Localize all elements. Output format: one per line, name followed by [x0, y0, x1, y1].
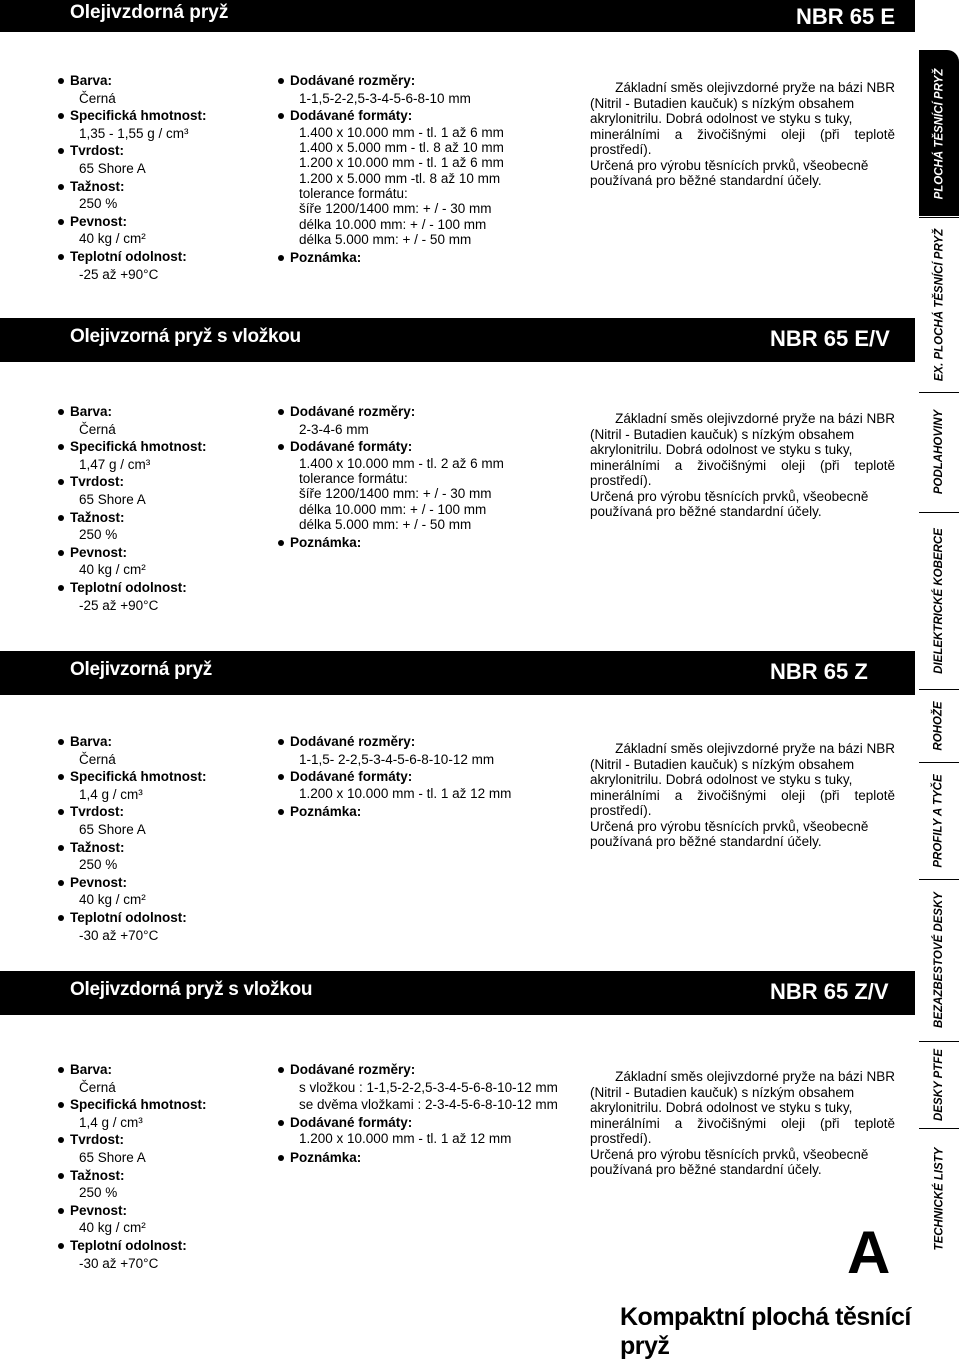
- dims-value: 1-1,5- 2-2,5-3-4-5-6-8-10-12 mm: [299, 751, 495, 767]
- property-value: 1,4 g / cm³: [79, 786, 143, 802]
- dims-label: Dodávané rozměry:: [290, 403, 504, 421]
- description-line: minerálními a živočišnými oleji (při teplotě prostředí).: [590, 126, 895, 157]
- description-line: akrylonitrilu. Dobrá odolnost ve styku s tuky,: [590, 442, 853, 457]
- property-label: Tvrdost:: [70, 142, 207, 160]
- description-line: používaná pro běžné standardní účely.: [590, 834, 822, 849]
- description-line: používaná pro běžné standardní účely.: [590, 1162, 822, 1177]
- description-line: Základní směs olejivzdorné pryže na bázi NBR: [615, 411, 895, 426]
- dimensions-list: [290, 72, 504, 267]
- format-value: délka 10.000 mm: + / - 100 mm: [299, 216, 487, 232]
- sidebar-tab-dielektricke[interactable]: DIELEKTRICKÉ KOBERCE: [919, 512, 959, 688]
- note-label: Poznámka:: [290, 534, 504, 552]
- section-code: NBR 65 Z/V: [770, 979, 889, 1004]
- dimensions-list: [290, 1061, 558, 1166]
- section-letter: A: [847, 1219, 891, 1286]
- property-value: 40 kg / cm²: [79, 562, 146, 578]
- property-value: -30 až +70°C: [79, 1255, 159, 1271]
- property-value: 65 Shore A: [79, 160, 146, 176]
- description-line: Základní směs olejivzdorné pryže na bázi NBR: [615, 741, 895, 756]
- property-label: Barva:: [70, 733, 207, 751]
- format-value: tolerance formátu:: [299, 471, 408, 487]
- property-label: Tvrdost:: [70, 473, 207, 491]
- format-value: šíře 1200/1400 mm: + / - 30 mm: [299, 201, 492, 217]
- format-value: 1.400 x 10.000 mm - tl. 1 až 6 mm: [299, 124, 504, 140]
- description-line: Základní směs olejivzdorné pryže na bázi NBR: [615, 1069, 895, 1084]
- dims-value: 1-1,5-2-2,5-3-4-5-6-8-10 mm: [299, 90, 471, 106]
- property-label: Pevnost:: [70, 544, 207, 562]
- property-value: 1,47 g / cm³: [79, 456, 151, 472]
- description-line: Určená pro výrobu těsnících prvků, všeobecně: [590, 488, 869, 504]
- property-label: Tažnost:: [70, 178, 207, 196]
- property-label: Specifická hmotnost:: [70, 1097, 207, 1113]
- dims-label: Dodávané rozměry:: [290, 72, 504, 90]
- description-line: (Nitril - Butadien kaučuk) s nízkým obsahem: [590, 95, 855, 111]
- format-value: 1.200 x 10.000 mm - tl. 1 až 12 mm: [299, 785, 512, 801]
- description: [590, 80, 895, 189]
- format-value: tolerance formátu:: [299, 185, 408, 201]
- description-line: akrylonitrilu. Dobrá odolnost ve styku s tuky,: [590, 1100, 853, 1115]
- format-value: 1.400 x 5.000 mm - tl. 8 až 10 mm: [299, 140, 504, 156]
- description-line: Určená pro výrobu těsnících prvků, všeobecně: [590, 818, 869, 834]
- section-code: NBR 65 E/V: [770, 326, 890, 351]
- note-label: Poznámka:: [290, 1149, 558, 1167]
- property-value: -25 až +90°C: [79, 597, 159, 613]
- properties-list: [70, 1061, 207, 1272]
- properties-list: [70, 403, 207, 614]
- property-label: Pevnost:: [70, 1202, 207, 1220]
- property-value: 65 Shore A: [79, 821, 146, 837]
- section-band: [0, 318, 915, 362]
- property-value: 250 %: [79, 857, 118, 873]
- description-line: (Nitril - Butadien kaučuk) s nízkým obsahem: [590, 1084, 855, 1100]
- section-name: Olejivzorná pryž: [70, 659, 212, 680]
- property-value: 250 %: [79, 527, 118, 543]
- property-label: Pevnost:: [70, 874, 207, 892]
- property-label: Tažnost:: [70, 1167, 207, 1185]
- property-value: 250 %: [79, 196, 118, 212]
- description-line: minerálními a živočišnými oleji (při teplotě prostředí).: [590, 1115, 895, 1146]
- property-value: 40 kg / cm²: [79, 892, 146, 908]
- sidebar-tab-bezazbestove[interactable]: BEZAZBESTOVÉ DESKY: [919, 879, 959, 1040]
- section-code: NBR 65 Z: [770, 659, 868, 684]
- property-value: -30 až +70°C: [79, 927, 159, 943]
- format-value: 1.400 x 10.000 mm - tl. 2 až 6 mm: [299, 455, 504, 471]
- section-band: [0, 971, 915, 1015]
- formats-label: Dodávané formáty:: [290, 107, 504, 125]
- dims-value: se dvěma vložkami : 2-3-4-5-6-8-10-12 mm: [299, 1097, 558, 1113]
- format-value: délka 5.000 mm: + / - 50 mm: [299, 516, 472, 532]
- product-name: Olejivzdorná pryž: [70, 2, 229, 23]
- property-label: Teplotní odolnost:: [70, 579, 207, 597]
- description-line: (Nitril - Butadien kaučuk) s nízkým obsahem: [590, 426, 855, 442]
- dims-value: s vložkou : 1-1,5-2-2,5-3-4-5-6-8-10-12 mm: [299, 1079, 558, 1095]
- formats-label: Dodávané formáty:: [290, 768, 511, 786]
- note-label: Poznámka:: [290, 249, 504, 267]
- format-value: 1.200 x 5.000 mm -tl. 8 až 10 mm: [299, 170, 501, 186]
- property-label: Tvrdost:: [70, 803, 207, 821]
- description: [590, 411, 895, 520]
- property-value: 65 Shore A: [79, 491, 146, 507]
- sidebar-tab-ex-plocha[interactable]: EX. PLOCHÁ TĚSNÍCÍ PRYŽ: [919, 217, 959, 391]
- description-line: akrylonitrilu. Dobrá odolnost ve styku s tuky,: [590, 772, 853, 787]
- description-line: (Nitril - Butadien kaučuk) s nízkým obsahem: [590, 756, 855, 772]
- property-label: Teplotní odolnost:: [70, 909, 207, 927]
- formats-label: Dodávané formáty:: [290, 438, 504, 456]
- description-line: minerálními a živočišnými oleji (při teplotě prostředí).: [590, 787, 895, 818]
- header-band: [0, 0, 915, 32]
- sidebar-tab-profily[interactable]: PROFILY A TYČE: [919, 762, 959, 878]
- description-line: Základní směs olejivzdorné pryže na bázi NBR: [615, 80, 895, 95]
- dims-value: 2-3-4-6 mm: [299, 421, 369, 437]
- property-label: Barva:: [70, 72, 207, 90]
- property-label: Specifická hmotnost:: [70, 439, 207, 455]
- format-value: délka 5.000 mm: + / - 50 mm: [299, 231, 472, 247]
- property-value: Černá: [79, 421, 116, 437]
- sidebar-tab-rohoze[interactable]: ROHOŽE: [919, 689, 959, 761]
- section-band: [0, 651, 915, 695]
- property-label: Tažnost:: [70, 509, 207, 527]
- description-line: používaná pro běžné standardní účely.: [590, 173, 822, 188]
- footer-title: Kompaktní plochá těsnící pryž: [620, 1303, 911, 1360]
- description-line: akrylonitrilu. Dobrá odolnost ve styku s tuky,: [590, 111, 853, 126]
- property-label: Tvrdost:: [70, 1131, 207, 1149]
- description-line: používaná pro běžné standardní účely.: [590, 504, 822, 519]
- property-value: Černá: [79, 90, 116, 106]
- formats-label: Dodávané formáty:: [290, 1114, 558, 1132]
- property-label: Specifická hmotnost:: [70, 108, 207, 124]
- property-value: 40 kg / cm²: [79, 1220, 146, 1236]
- section-name: Olejivzorná pryž s vložkou: [70, 326, 301, 347]
- format-value: délka 10.000 mm: + / - 100 mm: [299, 501, 487, 517]
- description: [590, 741, 895, 850]
- sidebar-tab-ptfe[interactable]: DESKY PTFE: [919, 1041, 959, 1127]
- sidebar-tab-podlahoviny[interactable]: PODLAHOVINY: [919, 392, 959, 511]
- format-value: 1.200 x 10.000 mm - tl. 1 až 12 mm: [299, 1131, 512, 1147]
- section-name: Olejivzdorná pryž s vložkou: [70, 979, 313, 1000]
- property-label: Teplotní odolnost:: [70, 1237, 207, 1255]
- format-value: 1.200 x 10.000 mm - tl. 1 až 6 mm: [299, 155, 504, 171]
- property-label: Specifická hmotnost:: [70, 769, 207, 785]
- dimensions-list: [290, 403, 504, 552]
- properties-list: [70, 72, 207, 283]
- description-line: minerálními a živočišnými oleji (při teplotě prostředí).: [590, 457, 895, 488]
- property-value: 1,4 g / cm³: [79, 1114, 143, 1130]
- property-label: Teplotní odolnost:: [70, 248, 207, 266]
- property-value: 40 kg / cm²: [79, 231, 146, 247]
- property-value: Černá: [79, 1079, 116, 1095]
- property-value: 250 %: [79, 1185, 118, 1201]
- property-value: Černá: [79, 751, 116, 767]
- sidebar-tab-technicke[interactable]: TECHNICKÉ LISTY: [919, 1128, 959, 1269]
- property-value: 1,35 - 1,55 g / cm³: [79, 125, 189, 141]
- product-code: NBR 65 E: [796, 4, 896, 29]
- property-value: -25 až +90°C: [79, 266, 159, 282]
- sidebar: [917, 50, 960, 1270]
- description-line: Určená pro výrobu těsnících prvků, všeobecně: [590, 157, 869, 173]
- format-value: šíře 1200/1400 mm: + / - 30 mm: [299, 486, 492, 502]
- dims-label: Dodávané rozměry:: [290, 733, 511, 751]
- properties-list: [70, 733, 207, 944]
- description: [590, 1069, 895, 1178]
- sidebar-tab-plocha[interactable]: PLOCHÁ TĚSNÍCÍ PRYŽ: [919, 50, 959, 216]
- description-line: Určená pro výrobu těsnících prvků, všeobecně: [590, 1146, 869, 1162]
- property-label: Tažnost:: [70, 839, 207, 857]
- note-label: Poznámka:: [290, 803, 511, 821]
- property-label: Barva:: [70, 1061, 207, 1079]
- property-label: Pevnost:: [70, 213, 207, 231]
- property-value: 65 Shore A: [79, 1149, 146, 1165]
- dims-label: Dodávané rozměry:: [290, 1061, 558, 1079]
- property-label: Barva:: [70, 403, 207, 421]
- dimensions-list: [290, 733, 511, 821]
